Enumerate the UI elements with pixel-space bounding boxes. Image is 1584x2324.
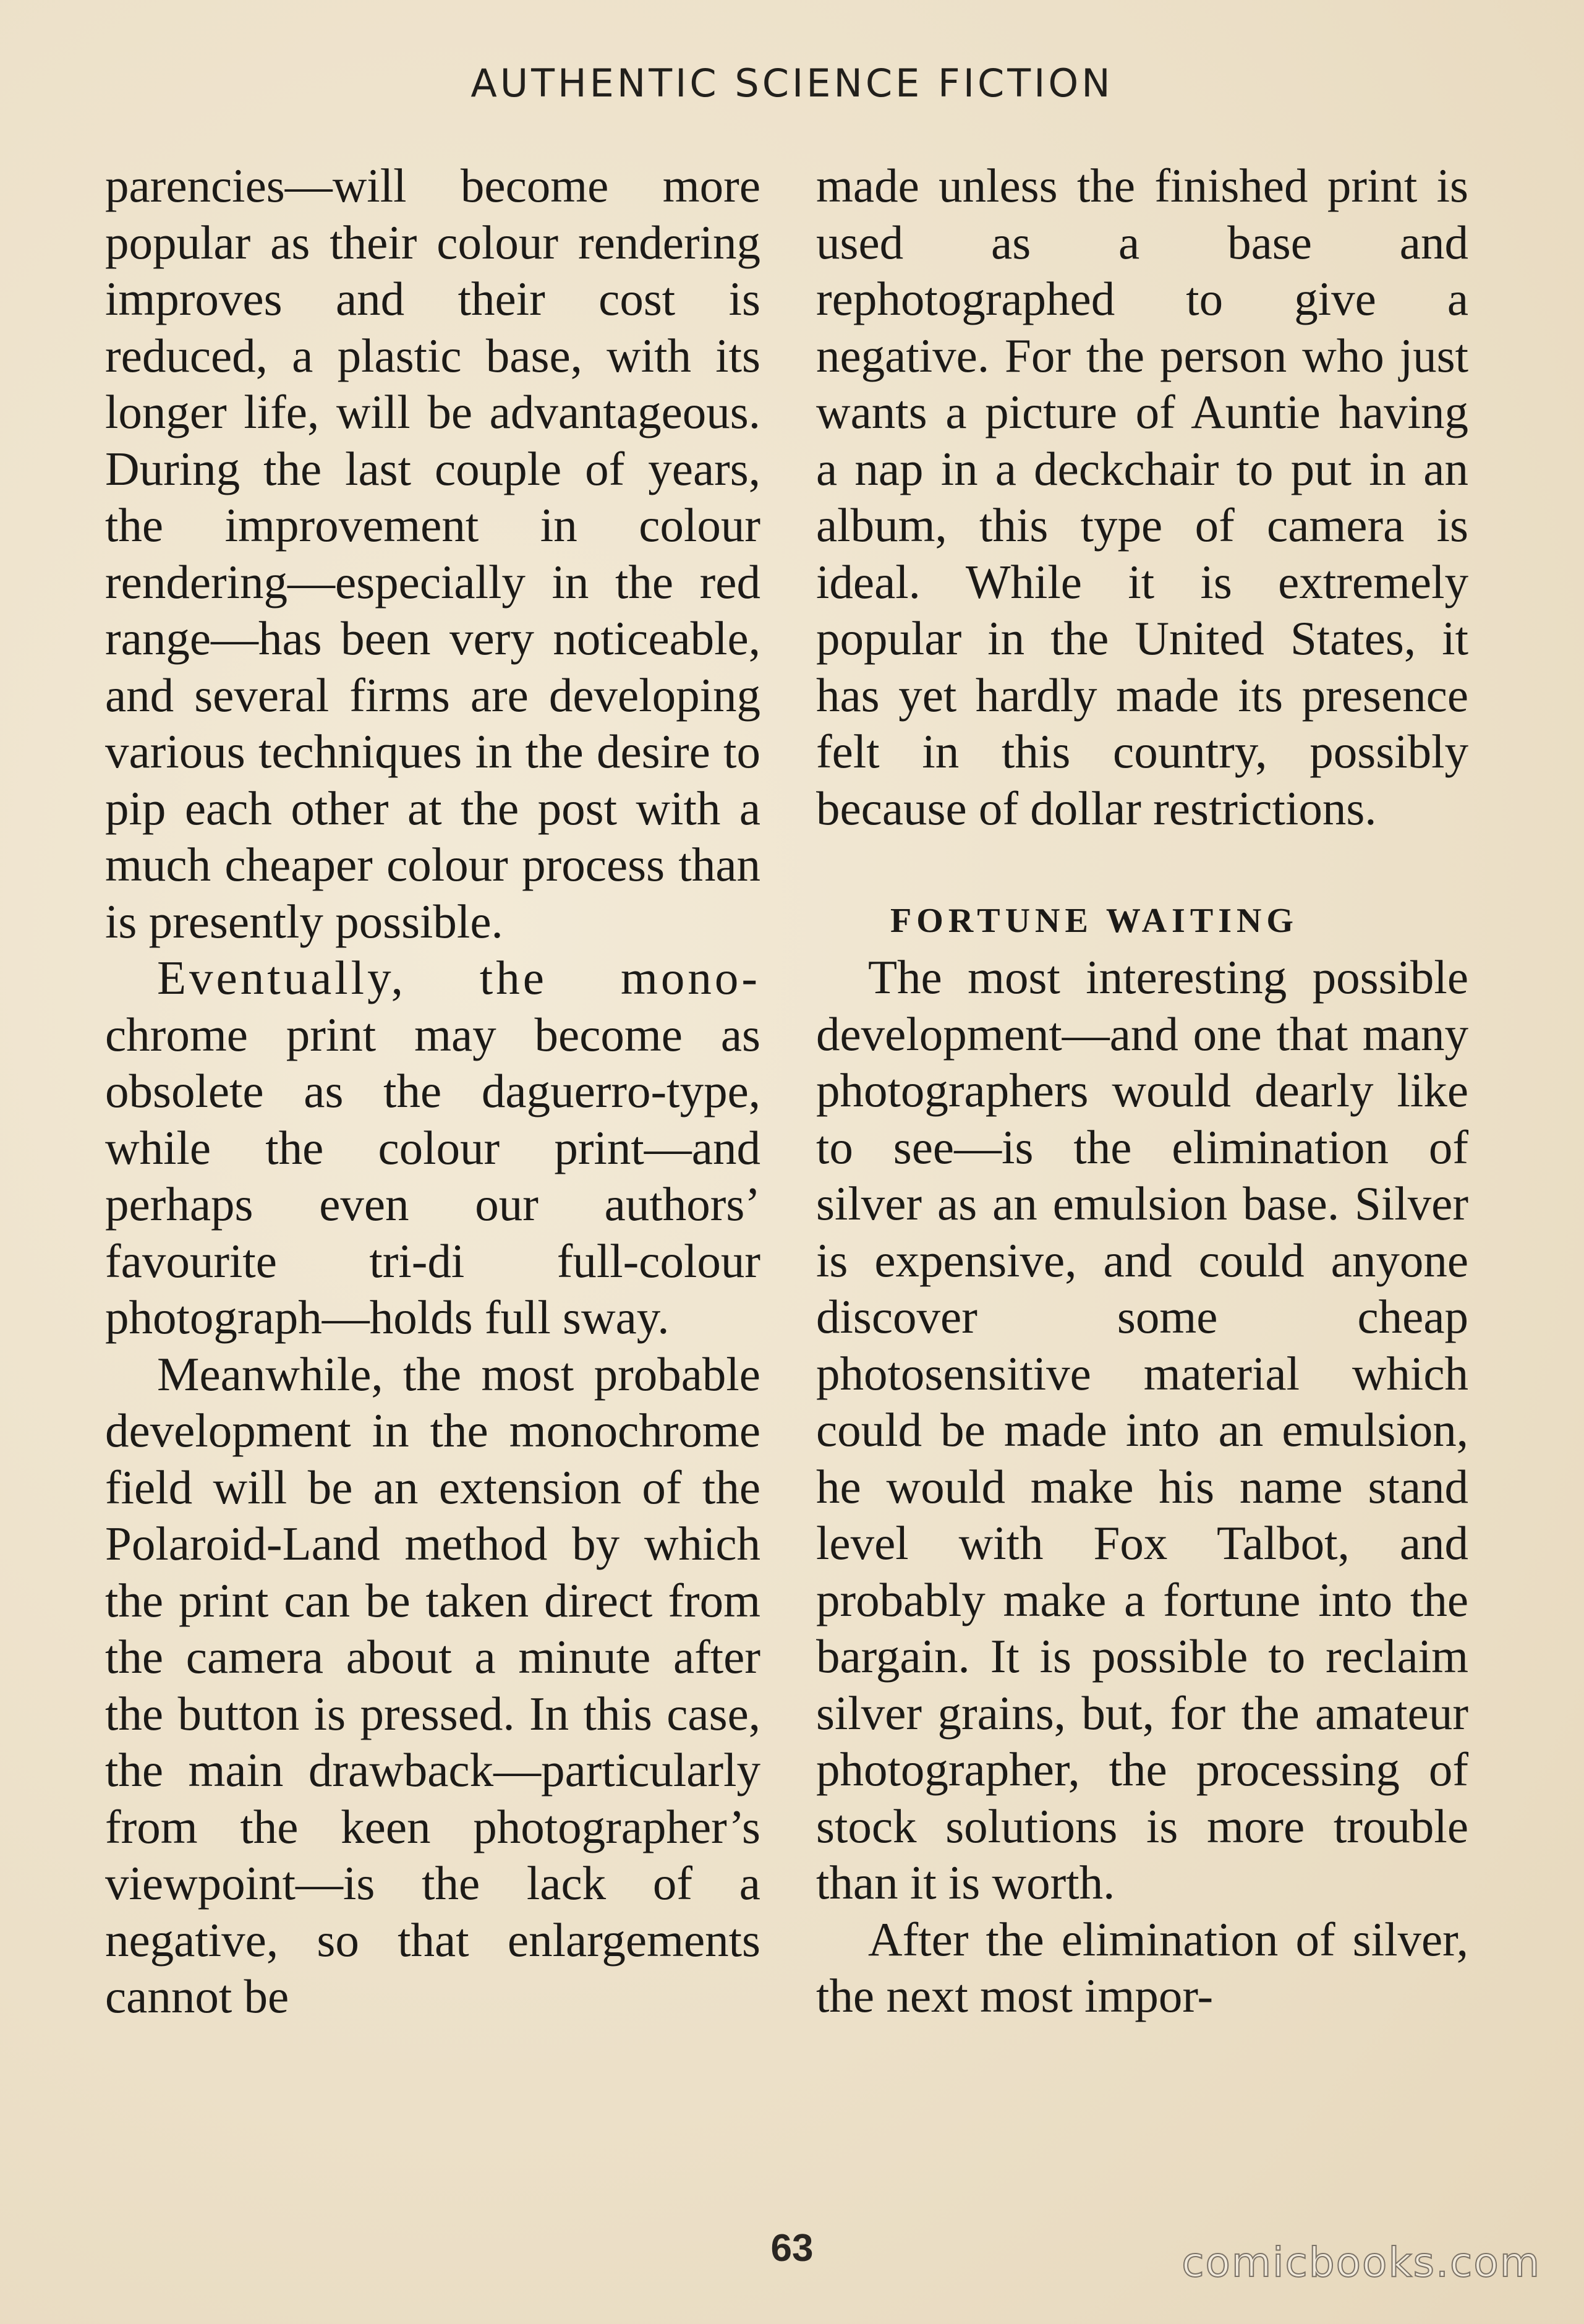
- watermark: comicbooks.com: [1182, 2239, 1541, 2286]
- paragraph-eventually: [105, 950, 760, 1346]
- paragraph-eventually-rest: chrome print may become as obsolete as the daguerro-type, while the colour print—and perhaps even our authors’ favourite tri-di full-colour photograph—holds full sway.: [105, 1007, 760, 1344]
- paragraph-meanwhile: Meanwhile, the most probable development in the monochrome field will be an extension of the Polaroid-Land method by which the print can be taken direct from the camera about a minute after the button is pressed. In this case, the main drawback—particularly from the keen photographer’s viewpoint—is the lack of a negative, so that enlargements cannot be: [105, 1347, 760, 2023]
- paragraph-parencies: parencies—will become more popular as their colour rendering improves and their cost is reduced, a plastic base, with its longer life, will be advantageous. During the last couple of years, the improvement in colour rendering—especially in the red range—has been very noticeable, and several firms are developing various techniques in the desire to pip each other at the post with a much cheaper colour process than is presently possible.: [105, 159, 760, 948]
- paragraph-after-elimination: After the elimination of silver, the next most impor-: [816, 1912, 1468, 2022]
- running-head: AUTHENTIC SCIENCE FICTION: [471, 61, 1113, 106]
- right-column: [816, 158, 1468, 2025]
- paragraph-most-interesting: The most interesting possible development—and one that many photographers would dearly like to see—is the elimination of silver as an emulsion base. Silver is expensive, and could anyone discover some cheap photosensitive material which could be made into an emulsion, he would make his name stand level with Fox Talbot, and probably make a fortune into the bargain. It is possible to reclaim silver grains, but, for the amateur photographer, the processing of stock solutions is more trouble than it is worth.: [816, 951, 1468, 1909]
- section-subheading: FORTUNE WAITING: [890, 902, 1298, 940]
- page-number: 63: [770, 2227, 814, 2270]
- left-column: [105, 158, 760, 2025]
- paragraph-eventually-lead: Eventually, the mono-: [157, 951, 760, 1004]
- paragraph-made-unless: made unless the finished print is used as a base and rephotographed to give a negative. For the person who just wants a picture of Auntie having a nap in a deckchair to put in an album, this type of camera is ideal. While it is extremely popular in the United States, it has yet hardly made its presence felt in this country, possibly because of dollar restrictions.: [816, 159, 1468, 835]
